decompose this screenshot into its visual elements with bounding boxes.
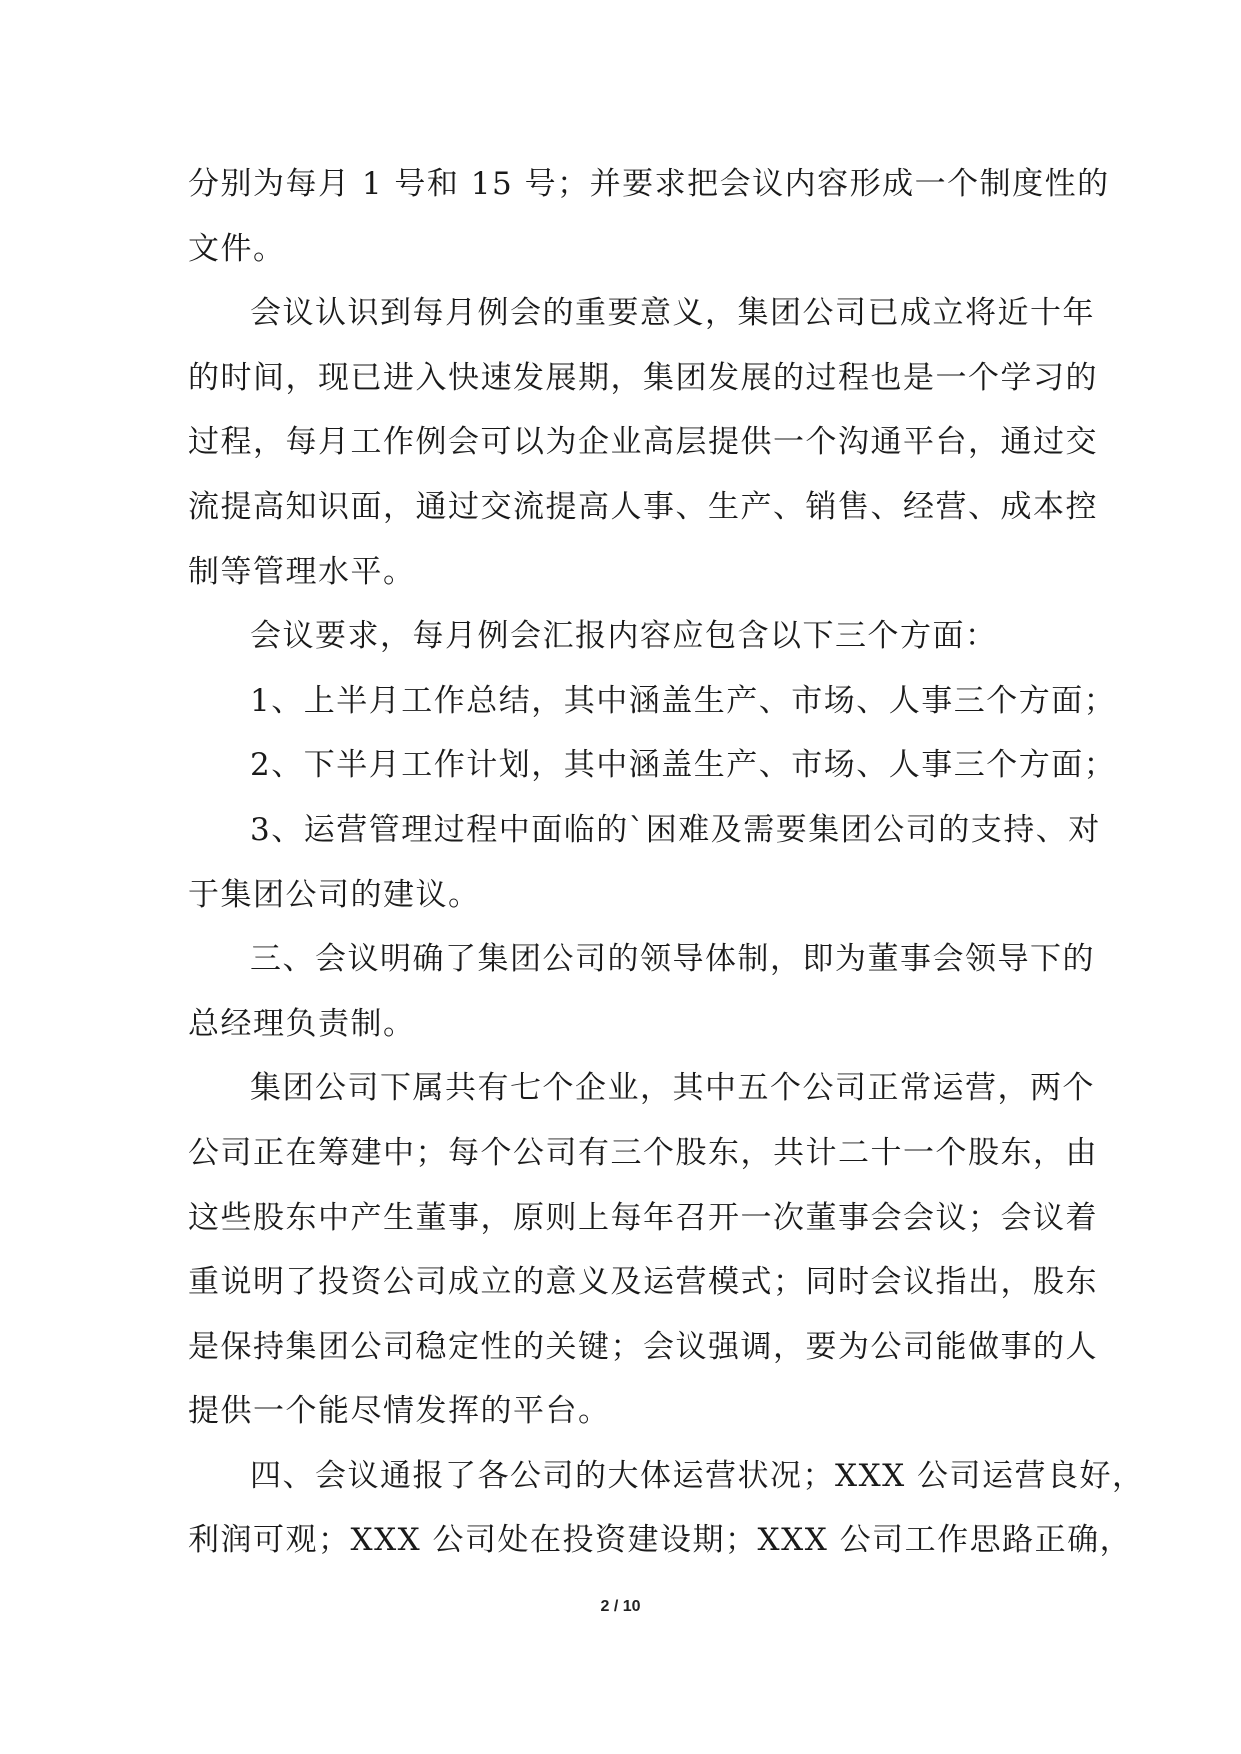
section-three-heading-line: 三、会议明确了集团公司的领导体制，即为董事会领导下的 [250,941,1095,978]
text-line: 是保持集团公司稳定性的关键；会议强调，要为公司能做事的人 [188,1328,1098,1365]
text-line: 于集团公司的建议。 [188,876,481,913]
list-item-2: 2、下半月工作计划，其中涵盖生产、市场、人事三个方面； [250,747,1117,784]
text-line: 过程，每月工作例会可以为企业高层提供一个沟通平台，通过交 [188,424,1098,461]
paragraph-first-line: 集团公司下属共有七个企业，其中五个公司正常运营，两个 [250,1070,1095,1107]
text-line: 这些股东中产生董事，原则上每年召开一次董事会会议；会议着 [188,1199,1098,1236]
list-item-1: 1、上半月工作总结，其中涵盖生产、市场、人事三个方面； [250,682,1117,719]
text-line: 的时间，现已进入快速发展期，集团发展的过程也是一个学习的 [188,359,1098,396]
text-line: 分别为每月 1 号和 15 号；并要求把会议内容形成一个制度性的 [188,166,1110,202]
document-body [188,152,1145,1573]
text-line: 重说明了投资公司成立的意义及运营模式；同时会议指出，股东 [188,1264,1098,1301]
list-item-3: 3、运营管理过程中面临的`困难及需要集团公司的支持、对 [250,811,1101,848]
text-line: 公司正在筹建中；每个公司有三个股东，共计二十一个股东，由 [188,1134,1098,1171]
text-line: 流提高知识面，通过交流提高人事、生产、销售、经营、成本控 [188,488,1098,525]
text-line: 总经理负责制。 [188,1005,416,1042]
text-line: 文件。 [188,230,286,267]
text-line: 制等管理水平。 [188,553,416,590]
page-number: 2 / 10 [600,1598,641,1615]
text-line: 提供一个能尽情发挥的平台。 [188,1393,611,1430]
text-line: 利润可观；XXX 公司处在投资建设期；XXX 公司工作思路正确， [188,1522,1133,1559]
paragraph-first-line: 会议要求，每月例会汇报内容应包含以下三个方面： [250,618,998,655]
paragraph-first-line: 会议认识到每月例会的重要意义，集团公司已成立将近十年 [250,295,1095,332]
section-four-heading-line: 四、会议通报了各公司的大体运营状况；XXX 公司运营良好， [250,1457,1145,1494]
